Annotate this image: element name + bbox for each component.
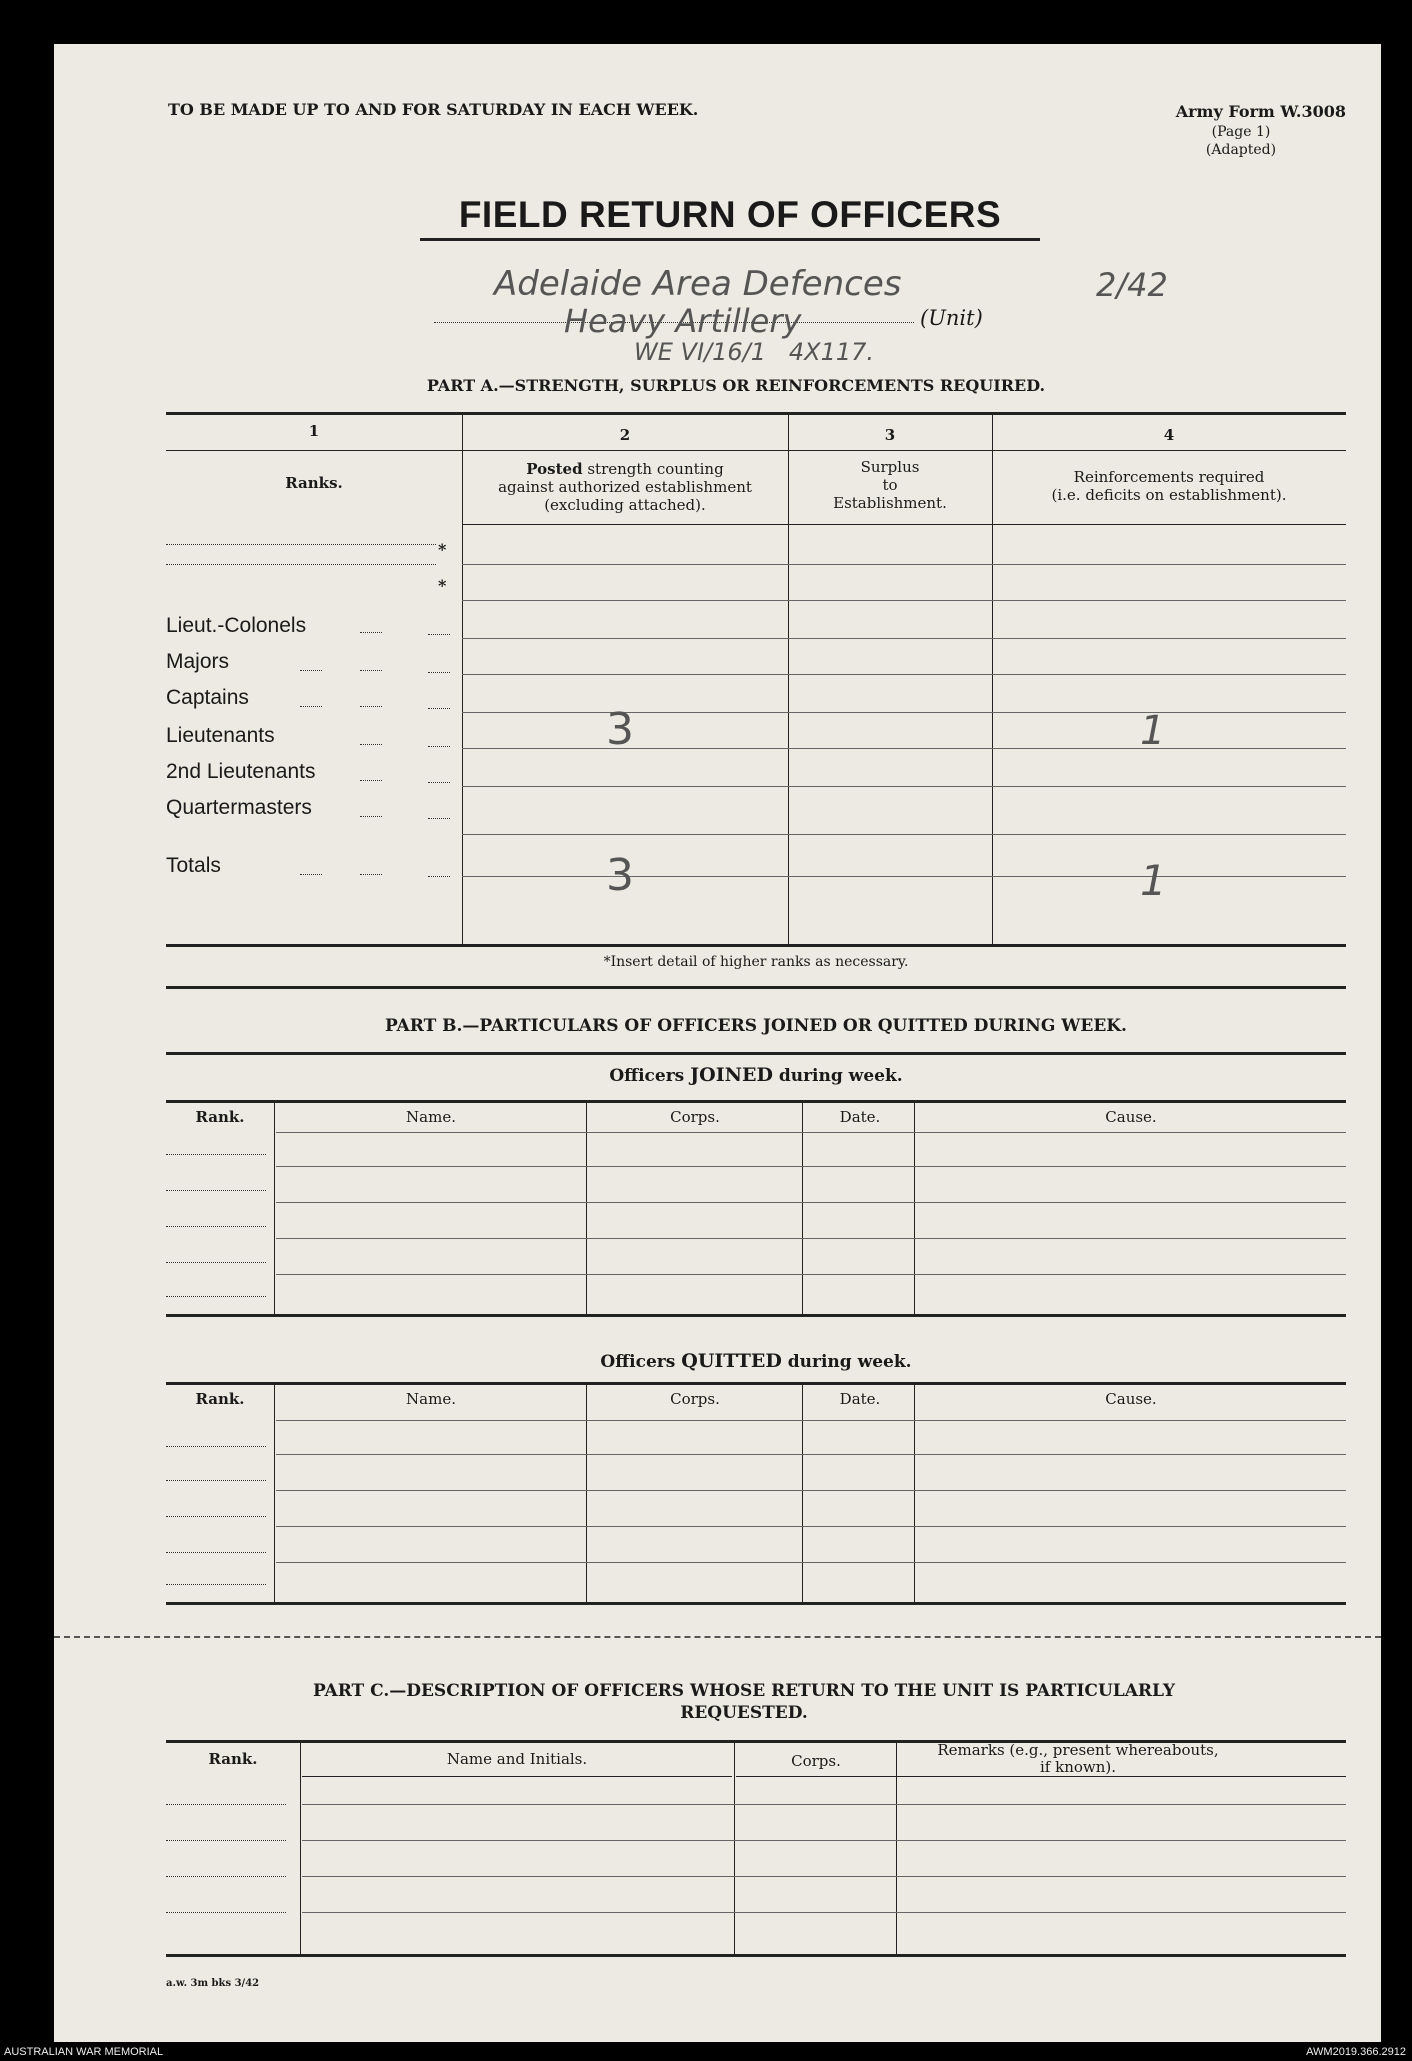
header-instruction: TO BE MADE UP TO AND FOR SATURDAY IN EACH WEEK. bbox=[168, 100, 699, 119]
joined-line-1 bbox=[276, 1132, 1346, 1133]
joined-col-name: Name. bbox=[406, 1108, 456, 1126]
col-num-1: 1 bbox=[308, 422, 320, 440]
col-num-3: 3 bbox=[884, 426, 896, 444]
part-c-heading bbox=[184, 1680, 1304, 1724]
joined-vrule-2 bbox=[586, 1102, 587, 1316]
partc-header-line-a bbox=[302, 1776, 732, 1777]
leader-6b bbox=[428, 818, 450, 819]
quitted-vrule-4 bbox=[914, 1384, 915, 1604]
joined-line-5 bbox=[276, 1274, 1346, 1275]
reinf-line1: Reinforcements required bbox=[1073, 468, 1265, 486]
footer-archive-id: AWM2019.366.2912 bbox=[1306, 2046, 1406, 2058]
part-c-heading-line2: REQUESTED. bbox=[680, 1703, 808, 1723]
part-c-heading-line1: PART C.—DESCRIPTION OF OFFICERS WHOSE RETURN TO THE UNIT IS PARTICULARLY bbox=[312, 1681, 1176, 1701]
remarks-line2: if known). bbox=[1039, 1758, 1117, 1776]
leader-2c bbox=[428, 672, 450, 673]
rank-majors: Majors bbox=[166, 650, 230, 673]
joined-post: during week. bbox=[772, 1066, 903, 1086]
lieutenants-reinforcements: 1 bbox=[1140, 708, 1166, 754]
partc-rank-dot-4 bbox=[166, 1912, 286, 1913]
col-num-rule bbox=[166, 450, 1346, 451]
part-a-vrule-2 bbox=[788, 414, 789, 946]
posted-line2: against authorized establishment bbox=[498, 478, 752, 496]
partc-vrule-3 bbox=[896, 1742, 897, 1956]
part-a-end-rule bbox=[166, 986, 1346, 989]
quitted-table-top bbox=[166, 1382, 1346, 1385]
quitted-vrule-3 bbox=[802, 1384, 803, 1604]
col-surplus-header bbox=[788, 458, 992, 512]
row-line-2 bbox=[462, 600, 1346, 601]
quitted-vrule-2 bbox=[586, 1384, 587, 1604]
leader-4b bbox=[428, 746, 450, 747]
rank-2nd-lieutenants: 2nd Lieutenants bbox=[166, 760, 316, 783]
col-reinf-header bbox=[992, 468, 1346, 504]
joined-vrule-4 bbox=[914, 1102, 915, 1316]
part-b-heading: PART B.—PARTICULARS OF OFFICERS JOINED OR QUITTED DURING WEEK. bbox=[385, 1016, 1127, 1036]
rank-captains: Captains bbox=[166, 686, 249, 709]
col-ranks-header: Ranks. bbox=[285, 474, 343, 492]
partc-rank-dot-3 bbox=[166, 1876, 286, 1877]
quitted-col-corps: Corps. bbox=[670, 1390, 720, 1408]
joined-line-4 bbox=[276, 1238, 1346, 1239]
row-line-7 bbox=[462, 786, 1346, 787]
joined-table-top bbox=[166, 1100, 1346, 1103]
totals-leader-a bbox=[300, 874, 322, 875]
quitted-post: during week. bbox=[781, 1352, 912, 1372]
partc-line-2 bbox=[302, 1840, 1346, 1841]
part-a-vrule-1 bbox=[462, 414, 463, 946]
partc-col-rank: Rank. bbox=[208, 1750, 258, 1768]
partc-vrule-1 bbox=[300, 1742, 301, 1956]
joined-rank-dot-5 bbox=[166, 1296, 266, 1297]
rank-lieut-colonels: Lieut.-Colonels bbox=[166, 614, 307, 637]
star-1: * bbox=[438, 540, 447, 559]
quitted-rank-dot-2 bbox=[166, 1480, 266, 1481]
star-2: * bbox=[438, 576, 447, 595]
leader-1a bbox=[360, 632, 382, 633]
part-b-top-rule bbox=[166, 1052, 1346, 1055]
joined-rank-dot-3 bbox=[166, 1226, 266, 1227]
partc-header-line-b bbox=[736, 1776, 1346, 1777]
joined-col-corps: Corps. bbox=[670, 1108, 720, 1126]
row-line-5 bbox=[462, 712, 1346, 713]
partc-line-3 bbox=[302, 1876, 1346, 1877]
row-line-9 bbox=[462, 876, 1346, 877]
col-num-2: 2 bbox=[619, 426, 631, 444]
leader-3c bbox=[428, 708, 450, 709]
joined-rank-dot-4 bbox=[166, 1262, 266, 1263]
form-page-number: (Page 1) bbox=[1211, 124, 1271, 140]
part-a-vrule-3 bbox=[992, 414, 993, 946]
header-bottom-rule bbox=[462, 524, 1346, 525]
tear-line bbox=[54, 1636, 1381, 1638]
quitted-col-rank: Rank. bbox=[195, 1390, 245, 1408]
quitted-line-4 bbox=[276, 1526, 1346, 1527]
rank-quartermasters: Quartermasters bbox=[166, 796, 312, 819]
joined-subheading bbox=[166, 1064, 1346, 1086]
quitted-col-cause: Cause. bbox=[1105, 1390, 1157, 1408]
partc-rank-dot-2 bbox=[166, 1840, 286, 1841]
surplus-line2: to bbox=[882, 476, 898, 494]
row-line-4 bbox=[462, 674, 1346, 675]
quitted-line-3 bbox=[276, 1490, 1346, 1491]
print-code: a.w. 3m bks 3/42 bbox=[166, 1978, 260, 1989]
totals-posted: 3 bbox=[606, 850, 634, 901]
partc-col-corps: Corps. bbox=[791, 1752, 841, 1770]
reinf-line2: (i.e. deficits on establishment). bbox=[1051, 486, 1287, 504]
joined-pre: Officers bbox=[609, 1066, 691, 1086]
joined-col-cause: Cause. bbox=[1105, 1108, 1157, 1126]
quitted-line-2 bbox=[276, 1454, 1346, 1455]
part-c-table-bottom bbox=[166, 1954, 1346, 1957]
part-a-top-rule bbox=[166, 412, 1346, 415]
posted-bold: Posted bbox=[526, 460, 583, 478]
unit-name-line2: Heavy Artillery bbox=[564, 302, 802, 340]
quitted-rank-dot-3 bbox=[166, 1516, 266, 1517]
partc-rank-dot-1 bbox=[166, 1804, 286, 1805]
col-num-4: 4 bbox=[1163, 426, 1175, 444]
lieutenants-posted: 3 bbox=[606, 704, 634, 755]
joined-cap: JOINED bbox=[690, 1064, 773, 1086]
totals-label: Totals bbox=[166, 854, 221, 877]
form-page bbox=[54, 44, 1381, 2042]
leader-1b bbox=[428, 634, 450, 635]
remarks-line1: Remarks (e.g., present whereabouts, bbox=[937, 1741, 1219, 1759]
partc-col-remarks bbox=[898, 1742, 1258, 1776]
quitted-rank-dot-5 bbox=[166, 1584, 266, 1585]
quitted-table-bottom bbox=[166, 1602, 1346, 1605]
unit-ref: 2/42 bbox=[1096, 266, 1168, 304]
unit-label: (Unit) bbox=[920, 306, 983, 330]
partc-line-1 bbox=[302, 1804, 1346, 1805]
totals-leader-c bbox=[428, 876, 450, 877]
quitted-line-5 bbox=[276, 1562, 1346, 1563]
leader-6a bbox=[360, 816, 382, 817]
part-a-footnote: *Insert detail of higher ranks as necessary. bbox=[603, 954, 909, 970]
unit-we: WE VI/16/1 4X117. bbox=[634, 338, 875, 366]
unit-name-line1: Adelaide Area Defences bbox=[494, 264, 902, 304]
joined-rank-dot-2 bbox=[166, 1190, 266, 1191]
blank-rank-line-2 bbox=[166, 564, 436, 565]
quitted-col-name: Name. bbox=[406, 1390, 456, 1408]
surplus-line3: Establishment. bbox=[833, 494, 947, 512]
title-underline bbox=[420, 238, 1040, 241]
footer-archive-name: AUSTRALIAN WAR MEMORIAL bbox=[4, 2046, 164, 2058]
page-title: FIELD RETURN OF OFFICERS bbox=[458, 194, 1002, 235]
partc-vrule-2 bbox=[734, 1742, 735, 1956]
posted-line3: (excluding attached). bbox=[544, 496, 706, 514]
quitted-line-1 bbox=[276, 1420, 1346, 1421]
row-line-3 bbox=[462, 638, 1346, 639]
leader-5b bbox=[428, 782, 450, 783]
joined-line-3 bbox=[276, 1202, 1346, 1203]
row-line-1 bbox=[462, 564, 1346, 565]
leader-5a bbox=[360, 780, 382, 781]
quitted-cap: QUITTED bbox=[681, 1350, 782, 1372]
quitted-pre: Officers bbox=[600, 1352, 682, 1372]
leader-3a bbox=[300, 706, 322, 707]
rank-lieutenants: Lieutenants bbox=[166, 724, 275, 747]
col-posted-header bbox=[462, 460, 788, 514]
blank-rank-line-1 bbox=[166, 544, 436, 545]
joined-line-2 bbox=[276, 1166, 1346, 1167]
partc-line-4 bbox=[302, 1912, 1346, 1913]
surplus-line1: Surplus bbox=[860, 458, 920, 476]
quitted-subheading bbox=[166, 1350, 1346, 1372]
part-a-heading: PART A.—STRENGTH, SURPLUS OR REINFORCEMENTS REQUIRED. bbox=[426, 376, 1046, 395]
joined-rank-dot-1 bbox=[166, 1154, 266, 1155]
totals-reinforcements: 1 bbox=[1140, 856, 1167, 905]
totals-leader-b bbox=[360, 874, 382, 875]
joined-vrule-3 bbox=[802, 1102, 803, 1316]
leader-2b bbox=[360, 670, 382, 671]
quitted-rank-dot-4 bbox=[166, 1552, 266, 1553]
row-line-6 bbox=[462, 748, 1346, 749]
leader-2a bbox=[300, 670, 322, 671]
quitted-col-date: Date. bbox=[839, 1390, 881, 1408]
leader-4a bbox=[360, 744, 382, 745]
part-a-bottom-rule bbox=[166, 944, 1346, 947]
leader-3b bbox=[360, 706, 382, 707]
joined-vrule-1 bbox=[274, 1102, 275, 1316]
quitted-rank-dot-1 bbox=[166, 1446, 266, 1447]
form-number: Army Form W.3008 bbox=[1175, 102, 1346, 121]
joined-table-bottom bbox=[166, 1314, 1346, 1317]
row-line-8 bbox=[462, 834, 1346, 835]
joined-col-date: Date. bbox=[839, 1108, 881, 1126]
joined-col-rank: Rank. bbox=[195, 1108, 245, 1126]
form-adapted: (Adapted) bbox=[1205, 142, 1277, 158]
quitted-vrule-1 bbox=[274, 1384, 275, 1604]
posted-rest: strength counting bbox=[582, 460, 724, 478]
partc-col-name: Name and Initials. bbox=[446, 1750, 588, 1768]
